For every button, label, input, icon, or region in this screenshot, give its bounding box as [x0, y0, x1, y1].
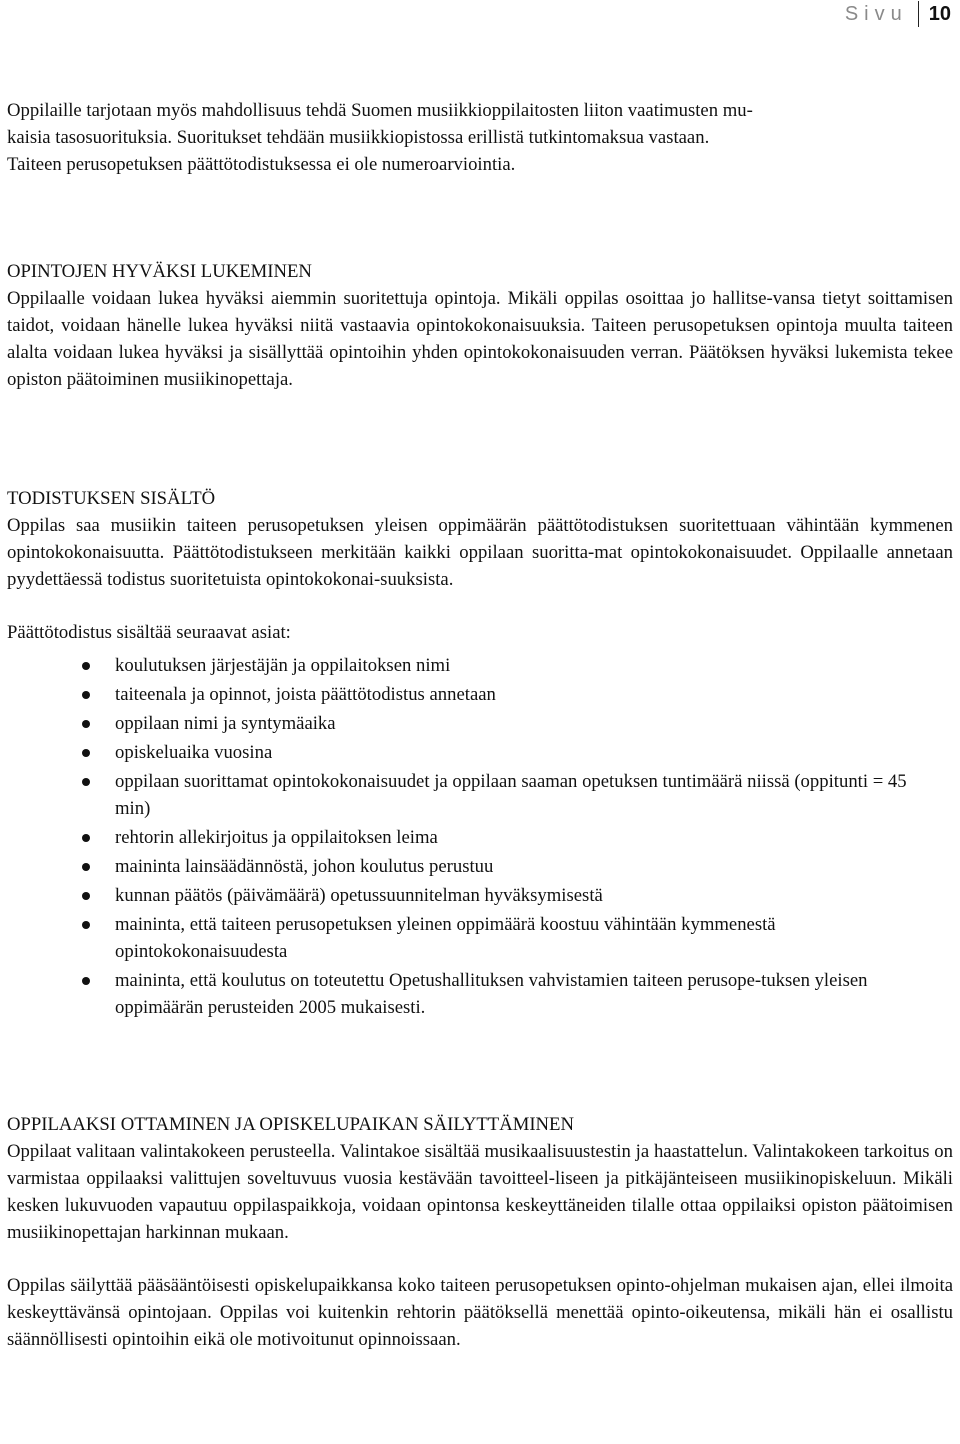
list-item	[7, 768, 953, 822]
list-item	[7, 710, 953, 737]
intro-line-2: kaisia tasosuorituksia. Suoritukset tehdään musiikkiopistossa erillistä tutkintomaksua vastaan.	[7, 127, 710, 148]
bullet-icon	[82, 921, 90, 929]
list-item	[7, 967, 953, 1021]
list-item-text: maininta lainsäädännöstä, johon koulutus perustuu	[115, 856, 494, 877]
bullet-icon	[82, 778, 90, 786]
list-item-text: oppilaan nimi ja syntymäaika	[115, 713, 336, 734]
list-item	[7, 853, 953, 880]
list-item-text: opiskeluaika vuosina	[115, 742, 273, 763]
section-text-admission: Oppilaat valitaan valintakokeen perusteella. Valintakoe sisältää musikaalisuustestin ja haastattelun. Valintakokeen tarkoitus on varmistaa oppilaaksi valittujen soveltuvuus vuosia kestävään tavoitteel-liseen ja pitkäjänteiseen musiikinopiskeluun. Mikäli kesken lukuvuoden vapautuu oppilaspaikkoja, voidaan opintonsa keskeyttäneiden tilalle ottaa oppilaiksi opiston päätoimisen musiikinopettajan harkinnan mukaan.	[7, 1141, 953, 1243]
bullet-icon	[82, 749, 90, 757]
list-item-text: maininta, että koulutus on toteutettu Opetushallituksen vahvistamien taiteen perusope-tuksen yleisen oppimäärän perusteiden 2005 mukaisesti.	[115, 970, 868, 1018]
bullet-icon	[82, 892, 90, 900]
list-item	[7, 739, 953, 766]
list-intro: Päättötodistus sisältää seuraavat asiat:	[7, 622, 291, 643]
intro-line-3: Taiteen perusopetuksen päättötodistuksessa ei ole numeroarviointia.	[7, 154, 516, 175]
list-item	[7, 882, 953, 909]
section-title-credit-transfer: OPINTOJEN HYVÄKSI LUKEMINEN	[7, 261, 312, 282]
bullet-icon	[82, 863, 90, 871]
section-text-credit-transfer: Oppilaalle voidaan lukea hyväksi aiemmin suoritettuja opintoja. Mikäli oppilas osoittaa jo hallitse-vansa tietyt soittamisen taidot, voidaan hänelle lukea hyväksi niitä vastaavia opintokokonaisuuksia. Taiteen perusopetuksen opintoja muulta taiteen alalta voidaan lukea hyväksi ja sisällyttää opintoihin yhden opintokokonaisuuden verran. Päätöksen hyväksi lukemista tekee opiston päätoiminen musiikinopettaja.	[7, 288, 953, 390]
section-title-admission: OPPILAAKSI OTTAMINEN JA OPISKELUPAIKAN SÄILYTTÄMINEN	[7, 1114, 574, 1135]
document-body	[7, 97, 953, 1353]
bullet-icon	[82, 691, 90, 699]
list-item-text: koulutuksen järjestäjän ja oppilaitoksen nimi	[115, 655, 451, 676]
intro-line-1: Oppilaille tarjotaan myös mahdollisuus tehdä Suomen musiikkioppilaitosten liiton vaatimusten mu-	[7, 100, 753, 121]
list-item-text: maininta, että taiteen perusopetuksen yleinen oppimäärä koostuu vähintään kymmenestä opintokokonaisuudesta	[115, 914, 776, 962]
page-header	[845, 0, 951, 28]
section-title-certificate-contents: TODISTUKSEN SISÄLTÖ	[7, 488, 216, 509]
bullet-icon	[82, 720, 90, 728]
bullet-icon	[82, 834, 90, 842]
list-item-text: rehtorin allekirjoitus ja oppilaitoksen leima	[115, 827, 438, 848]
list-item	[7, 824, 953, 851]
page-label: Sivu	[844, 2, 908, 25]
section-text-retention: Oppilas säilyttää pääsääntöisesti opiskelupaikkansa koko taiteen perusopetuksen opinto-ohjelman mukaisen ajan, ellei ilmoita keskeyttävänsä opintojaan. Oppilas voi kuitenkin rehtorin päätöksellä menettää opinto-oikeutensa, mikäli hän ei osallistu säännöllisesti opintoihin eikä ole motivoitunut opinnoissaan.	[7, 1275, 953, 1350]
bullet-icon	[82, 977, 90, 985]
bullet-icon	[82, 662, 90, 670]
list-item-text: taiteenala ja opinnot, joista päättötodistus annetaan	[115, 684, 496, 705]
list-item	[7, 652, 953, 679]
list-item	[7, 911, 953, 965]
list-item-text: kunnan päätös (päivämäärä) opetussuunnitelman hyväksymisestä	[115, 885, 603, 906]
section-text-certificate-contents: Oppilas saa musiikin taiteen perusopetuksen yleisen oppimäärän päättötodistuksen suoritettuaan vähintään kymmenen opintokokonaisuutta. Päättötodistukseen merkitään kaikki oppilaan suoritta-mat opintokokonaisuudet. Oppilaalle annetaan pyydettäessä todistus suoritetuista opintokokonai-suuksista.	[7, 515, 953, 590]
list-item	[7, 681, 953, 708]
list-item-text: oppilaan suorittamat opintokokonaisuudet ja oppilaan saaman opetuksen tuntimäärä niissä (oppitunti = 45 min)	[115, 771, 907, 819]
certificate-contents-list	[7, 652, 953, 1021]
page-number: 10	[918, 1, 951, 27]
